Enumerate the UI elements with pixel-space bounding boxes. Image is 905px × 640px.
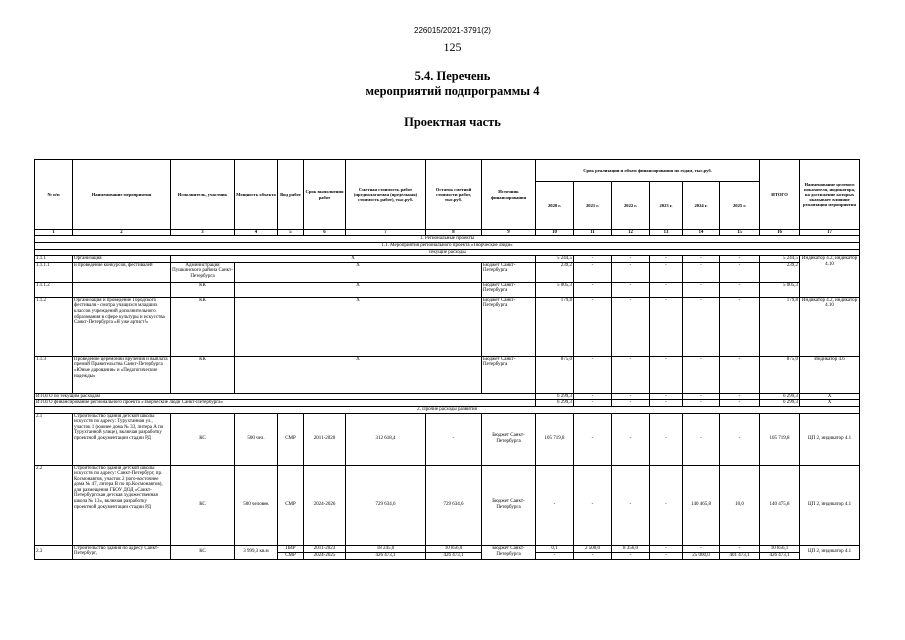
cell-value: - — [720, 262, 760, 282]
cell-value: - — [650, 400, 683, 407]
cell-value: - — [683, 256, 720, 263]
total-label: ИТОГО финансирование регионального проекта «Творческие люди Санкт-Петербурга» — [35, 400, 536, 407]
table-row — [35, 282, 860, 297]
cell-balance: 10 856,0 — [426, 545, 482, 552]
section-heading: 2. Прочие расходы развития — [35, 406, 860, 413]
cell-value: - — [720, 545, 760, 552]
cell-est: X — [235, 356, 482, 393]
header-name: Наименование мероприятия — [73, 160, 171, 230]
cell-value: 10,0 — [720, 465, 760, 545]
cell-num: 2.3 — [35, 545, 73, 559]
column-number: 7 — [346, 230, 426, 236]
header-year: 2025 г. — [720, 182, 760, 230]
column-number: 14 — [683, 230, 720, 236]
cell-est: 312 618,4 — [346, 413, 426, 465]
cell-executor: КК — [171, 282, 235, 297]
section-subtitle: мероприятий подпрограммы 4 — [365, 84, 540, 98]
cell-total: 140 475,8 — [760, 465, 800, 545]
cell-total: 179,8 — [760, 297, 800, 356]
cell-value: 2 500,0 — [574, 545, 612, 552]
cell-value: - — [612, 393, 650, 400]
cell-work-type: СМР — [278, 465, 304, 545]
cell-value: - — [683, 545, 720, 552]
total-row — [35, 400, 860, 407]
cell-value: - — [683, 262, 720, 282]
cell-num: 1.1.3 — [35, 356, 73, 393]
column-number: 16 — [760, 230, 800, 236]
cell-value: - — [574, 256, 612, 263]
cell-indicator: X — [800, 400, 860, 407]
cell-source: Бюджет Санкт-Петербурга — [482, 545, 536, 559]
table-row — [35, 256, 860, 263]
header-capacity: Мощность объекта — [235, 160, 278, 230]
cell-balance: 426 473,1 — [426, 552, 482, 559]
cell-source: Бюджет Санкт-Петербурга — [482, 356, 536, 393]
cell-value: - — [574, 413, 612, 465]
table-row — [35, 465, 860, 545]
cell-value: - — [683, 400, 720, 407]
cell-est: 18 245,0 — [346, 545, 426, 552]
cell-capacity: 3 999,3 кв.м — [235, 545, 278, 559]
cell-value: - — [612, 552, 650, 559]
table-row — [35, 413, 860, 465]
cell-source: Бюджет Санкт-Петербурга — [482, 262, 536, 282]
cell-total: 5 005,3 — [760, 282, 800, 297]
column-number: 4 — [235, 230, 278, 236]
cell-value: - — [650, 256, 683, 263]
cell-value: 25 000,0 — [683, 552, 720, 559]
cell-value: - — [574, 400, 612, 407]
header-years-group: Срок реализации и объем финансирования по годам, тыс.руб. — [536, 160, 760, 182]
cell-value: - — [574, 356, 612, 393]
cell-value: - — [720, 400, 760, 407]
cell-est: X — [235, 297, 482, 356]
cell-value: - — [650, 282, 683, 297]
column-number: 6 — [304, 230, 346, 236]
cell-period: 2011-2020 — [304, 413, 346, 465]
cell-name: Строительство здания по адресу Санкт-Петербург, — [73, 545, 171, 559]
section-title: 5.4. Перечень — [414, 69, 491, 83]
cell-num: 1.1.2 — [35, 297, 73, 356]
cell-work-type: СМР — [278, 413, 304, 465]
cell-value: 140 465,8 — [683, 465, 720, 545]
cell-indicator: ЦП 2, индикатор 4.1 — [800, 465, 860, 545]
cell-value: - — [612, 356, 650, 393]
cell-est: X — [235, 282, 482, 297]
cell-value: 105 719,8 — [536, 413, 574, 465]
header-indicator: Наименование целевого показателя, индикатора, на достижение которых оказывает влияние реализация мероприятия — [800, 160, 860, 230]
cell-name: Организация — [73, 256, 171, 263]
cell-value: 239,2 — [536, 262, 574, 282]
cell-period: 2024-2025 — [304, 552, 346, 559]
cell-name: и проведение конкурсов, фестивалей — [73, 262, 171, 282]
cell-value: 6 299,3 — [536, 400, 574, 407]
cell-est: X — [235, 262, 482, 282]
header-num: № п/п — [35, 160, 73, 230]
cell-source: Бюджет Санкт-Петербурга — [482, 282, 536, 297]
cell-value: - — [650, 545, 683, 552]
cell-value: - — [612, 297, 650, 356]
table-row — [35, 262, 860, 282]
header-work-type: Вид работ — [278, 160, 304, 230]
cell-indicator: Индикатор 4.6 — [800, 356, 860, 393]
cell-num: 2.2 — [35, 465, 73, 545]
cell-value: - — [574, 393, 612, 400]
cell-indicator: Индикатор 4.2, индикатор 4.10 — [800, 297, 860, 356]
cell-value: - — [650, 393, 683, 400]
cell-balance: 729 634,6 — [426, 465, 482, 545]
column-number: 11 — [574, 230, 612, 236]
cell-value: 5 005,3 — [536, 282, 574, 297]
cell-executor: Администрация Пушкинского района Санкт-Петербурга — [171, 262, 235, 282]
cell-executor: КС — [171, 545, 235, 559]
cell-value: - — [720, 413, 760, 465]
cell-value: 179,8 — [536, 297, 574, 356]
cell-total: 10 856,1 — [760, 545, 800, 552]
cell-executor: КК — [171, 297, 235, 356]
cell-value: - — [612, 400, 650, 407]
cell-work-type: ПИР — [278, 545, 304, 552]
cell-balance: - — [426, 413, 482, 465]
table-row — [35, 297, 860, 356]
cell-executor: КК — [171, 356, 235, 393]
cell-value: - — [650, 413, 683, 465]
cell-est: X — [171, 256, 536, 263]
header-balance: Остаток сметной стоимости работ, тыс.руб. — [426, 160, 482, 230]
cell-value: 8 356,0 — [612, 545, 650, 552]
column-number: 13 — [650, 230, 683, 236]
cell-value: - — [650, 356, 683, 393]
cell-source: Бюджет Санкт-Петербурга — [482, 465, 536, 545]
cell-total: 6 299,3 — [760, 393, 800, 400]
column-number: 2 — [73, 230, 171, 236]
cell-period: 2011-2023 — [304, 545, 346, 552]
cell-value: - — [683, 297, 720, 356]
cell-value: - — [683, 282, 720, 297]
cell-value: - — [574, 282, 612, 297]
cell-indicator: X — [800, 393, 860, 400]
cell-value: - — [720, 282, 760, 297]
cell-num: 1.1.1.2 — [35, 282, 73, 297]
cell-total: 426 473,1 — [760, 552, 800, 559]
cell-executor: КС — [171, 465, 235, 545]
measures-table — [34, 159, 860, 560]
cell-indicator: Индикатор 4.2, индикатор 4.10 — [800, 256, 860, 298]
cell-name: Организация и проведение Городского фестиваля - смотра учащихся младших классов учреждений дополнительного образования в сфере культуры и искусства Санкт-Петербурга «Я уже артист!» — [73, 297, 171, 356]
cell-value: - — [612, 282, 650, 297]
cell-value: - — [683, 413, 720, 465]
cell-executor: КС — [171, 413, 235, 465]
cell-value: - — [720, 297, 760, 356]
subsection-heading: 1.1. Мероприятия регионального проекта «Творческие люди» — [35, 242, 860, 249]
cell-source: Бюджет Санкт-Петербурга — [482, 413, 536, 465]
cell-name: Строительство здания детской школы искусств по адресу: Турухтанная ул., участок 1 (южнее дома № 33, литера А по Турухтанной улице), включая разработку проектной документации стадии РД — [73, 413, 171, 465]
cell-value: - — [574, 465, 612, 545]
cell-value: - — [574, 552, 612, 559]
cell-indicator: ЦП 2, индикатор 4.1 — [800, 413, 860, 465]
cell-num: 1.1.1.1 — [35, 262, 73, 282]
column-number: 12 — [612, 230, 650, 236]
table-row — [35, 545, 860, 552]
page-number: 125 — [443, 40, 462, 54]
cell-value: - — [536, 552, 574, 559]
cell-value: - — [612, 262, 650, 282]
cell-value: - — [612, 465, 650, 545]
cell-period: 2024-2026 — [304, 465, 346, 545]
cell-name: Проведение церемонии вручения и выплата премий Правительства Санкт-Петербурга «Юные дарования» и «Педагогические надежды» — [73, 356, 171, 393]
column-number: 17 — [800, 230, 860, 236]
header-executor: Исполнитель, участник — [171, 160, 235, 230]
cell-value: - — [574, 297, 612, 356]
cell-value: - — [536, 465, 574, 545]
cell-total: 5 244,5 — [760, 256, 800, 263]
cell-value: - — [650, 552, 683, 559]
part-title: Проектная часть — [404, 115, 501, 129]
header-period: Срок выполнения работ — [304, 160, 346, 230]
column-number: 9 — [482, 230, 536, 236]
column-number: 10 — [536, 230, 574, 236]
cell-value: - — [574, 262, 612, 282]
cell-name: Строительство здания детской школы искусств по адресу: Санкт-Петербург, пр. Космонавтов, участок 2 (юго-восточнее дома № 47, литера В по пр.Космонавтов), для размещения ГБОУ ДОД «Санкт-Петербургская детская художественная школа № 13», включая разработку проектной документации стадии РД — [73, 465, 171, 545]
column-number: 8 — [426, 230, 482, 236]
cell-total: 6 299,3 — [760, 400, 800, 407]
header-year: 2022 г. — [612, 182, 650, 230]
cell-total: 875,0 — [760, 356, 800, 393]
cell-value: 401 473,1 — [720, 552, 760, 559]
header-year: 2023 г. — [650, 182, 683, 230]
cell-est: 426 473,1 — [346, 552, 426, 559]
cell-source: Бюджет Санкт-Петербурга — [482, 297, 536, 356]
cell-value: - — [612, 413, 650, 465]
cell-value: - — [720, 256, 760, 263]
table-row — [35, 356, 860, 393]
cell-value: - — [612, 256, 650, 263]
cell-value: 6 299,3 — [536, 393, 574, 400]
cell-value: - — [720, 356, 760, 393]
cell-indicator: ЦП 2, индикатор 4.1 — [800, 545, 860, 559]
cell-capacity: 500 чел. — [235, 413, 278, 465]
cell-num: 2.1 — [35, 413, 73, 465]
cell-total: 105 719,8 — [760, 413, 800, 465]
cell-value: - — [650, 262, 683, 282]
header-year: 2024 г. — [683, 182, 720, 230]
total-row — [35, 393, 860, 400]
header-est-cost: Сметная стоимость работ (предполагаемая (предельная) стоимость работ), тыс.руб. — [346, 160, 426, 230]
cell-work-type: СМР — [278, 552, 304, 559]
total-label: ИТОГО по текущим расходам — [35, 393, 536, 400]
cell-value: - — [650, 465, 683, 545]
subsection-heading: Текущие расходы — [35, 249, 860, 256]
cell-value: - — [720, 393, 760, 400]
cell-num: 1.1.1 — [35, 256, 73, 263]
section-heading: 1. Региональные проекты — [35, 236, 860, 243]
cell-value: - — [683, 393, 720, 400]
column-number: 3 — [171, 230, 235, 236]
header-sources: Источник финансирования — [482, 160, 536, 230]
cell-value: - — [650, 297, 683, 356]
cell-value: 5 244,5 — [536, 256, 574, 263]
header-year: 2020 г. — [536, 182, 574, 230]
column-number: 15 — [720, 230, 760, 236]
cell-name — [73, 282, 171, 297]
cell-value: 875,0 — [536, 356, 574, 393]
cell-value: 0,1 — [536, 545, 574, 552]
column-number: 5 — [278, 230, 304, 236]
document-id: 226015/2021-3791(2) — [414, 26, 491, 35]
cell-est: 729 634,6 — [346, 465, 426, 545]
cell-capacity: 500 человек — [235, 465, 278, 545]
cell-value: - — [683, 356, 720, 393]
header-total: ИТОГО — [760, 160, 800, 230]
cell-total: 239,2 — [760, 262, 800, 282]
column-number: 1 — [35, 230, 73, 236]
header-year: 2021 г. — [574, 182, 612, 230]
